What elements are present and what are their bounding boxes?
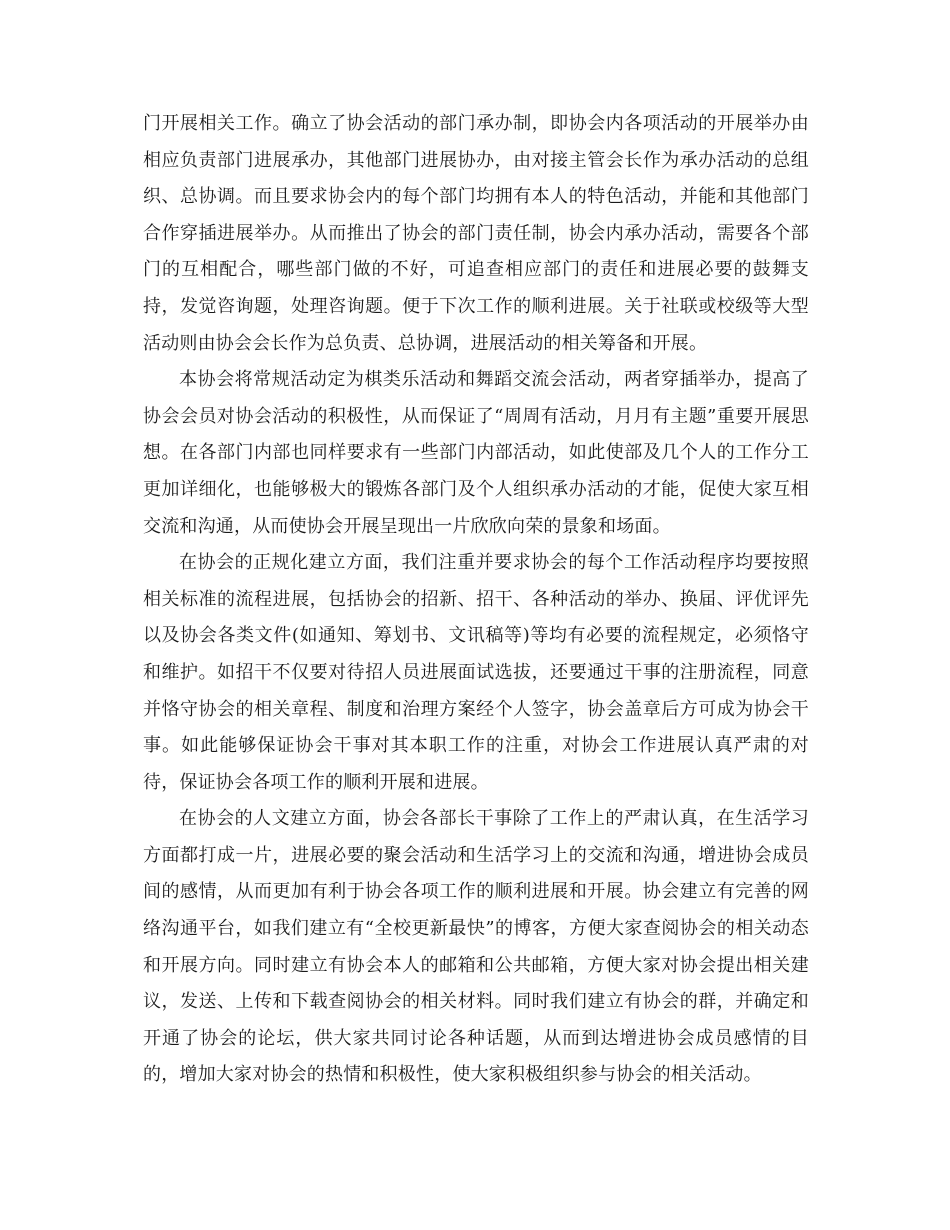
document-body — [143, 106, 809, 1094]
paragraph-standardization: 在协会的正规化建立方面，我们注重并要求协会的每个工作活动程序均要按照相关标准的流程进展，包括协会的招新、招干、各种活动的举办、换届、评优评先以及协会各类文件(如通知、筹划书、文讯稿等)等均有必要的流程规定，必须恪守和维护。如招干不仅要对待招人员进展面试选拔，还要通过干事的注册流程，同意并恪守协会的相关章程、制度和治理方案经个人签字，协会盖章后方可成为协会干事。如此能够保证协会干事对其本职工作的注重，对协会工作进展认真严肃的对待，保证协会各项工作的顺利开展和进展。 — [143, 552, 809, 793]
paragraph-regular-activities: 本协会将常规活动定为棋类乐活动和舞蹈交流会活动，两者穿插举办，提高了协会会员对协会活动的积极性，从而保证了“周周有活动，月月有主题”重要开展思想。在各部门内部也同样要求有一些部门内部活动，如此使部及几个人的工作分工更加详细化，也能够极大的锻炼各部门及个人组织承办活动的才能，促使大家互相交流和沟通，从而使协会开展呈现出一片欣欣向荣的景象和场面。 — [143, 369, 809, 537]
paragraph-continued: 门开展相关工作。确立了协会活动的部门承办制，即协会内各项活动的开展举办由相应负责部门进展承办，其他部门进展协办，由对接主管会长作为承办活动的总组织、总协调。而且要求协会内的每个部门均拥有本人的特色活动，并能和其他部门合作穿插进展举办。从而推出了协会的部门责任制，协会内承办活动，需要各个部门的互相配合，哪些部门做的不好，可追查相应部门的责任和进展必要的鼓舞支持，发觉咨询题，处理咨询题。便于下次工作的顺利进展。关于社联或校级等大型活动则由协会会长作为总负责、总协调，进展活动的相关筹备和开展。 — [143, 113, 809, 354]
paragraph-culture-building: 在协会的人文建立方面，协会各部长干事除了工作上的严肃认真，在生活学习方面都打成一片，进展必要的聚会活动和生活学习上的交流和沟通，增进协会成员间的感情，从而更加有利于协会各项工作的顺利进展和开展。协会建立有完善的网络沟通平台，如我们建立有“全校更新最快”的博客，方便大家查阅协会的相关动态和开展方向。同时建立有协会本人的邮箱和公共邮箱，方便大家对协会提出相关建议，发送、上传和下载查阅协会的相关材料。同时我们建立有协会的群，并确定和开通了协会的论坛，供大家共同讨论各种话题，从而到达增进协会成员感情的目的，增加大家对协会的热情和积极性，使大家积极组织参与协会的相关活动。 — [143, 808, 809, 1086]
